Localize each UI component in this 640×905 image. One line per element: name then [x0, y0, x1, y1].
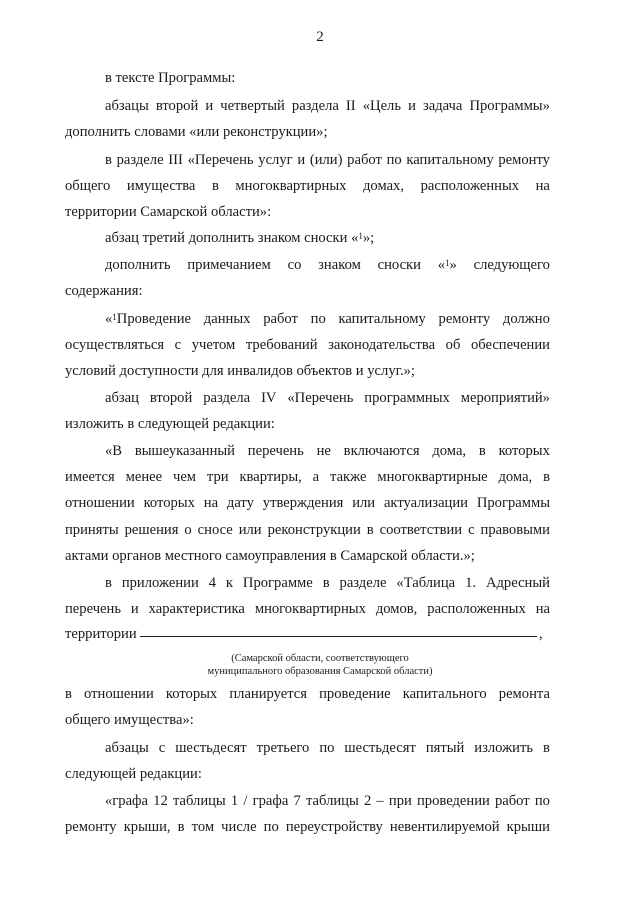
text-line: общего имущества в многоквартирных домах, расположенных на: [65, 178, 550, 194]
text-comma: ,: [539, 626, 543, 642]
caption-line: (Самарской области, соответствующего: [231, 653, 409, 664]
text-line: в тексте Программы:: [105, 70, 236, 86]
fill-in-blank-line: [140, 636, 537, 637]
footnote-mark: 1: [445, 258, 450, 268]
text-line: изложить в следующей редакции:: [65, 416, 275, 432]
text-line: условий доступности для инвалидов объектов и услуг.»;: [65, 363, 415, 379]
text-line: осуществляться с учетом требований законодательства об обеспечении: [65, 337, 550, 353]
text-line: перечень и характеристика многоквартирных домов, расположенных на: [65, 601, 550, 617]
text-line: дополнить примечанием со знаком сноски «$^1$» следующего: [105, 257, 550, 273]
text-line: в отношении которых планируется проведение капитального ремонта: [65, 686, 550, 702]
page-number: 2: [316, 29, 324, 45]
text-line: имеется менее чем три квартиры, а также многоквартирные дома, в: [65, 469, 550, 485]
text-line: следующей редакции:: [65, 766, 202, 782]
text-line: абзац второй раздела IV «Перечень программных мероприятий»: [105, 390, 550, 406]
footnote-mark: 1: [358, 231, 363, 241]
text-line: абзацы с шестьдесят третьего по шестьдесят пятый изложить в: [105, 740, 550, 756]
text-line: территории Самарской области»:: [65, 204, 272, 220]
text-line: «графа 12 таблицы 1 / графа 7 таблицы 2 – при проведении работ по: [105, 793, 550, 809]
text-line: актами органов местного самоуправления в Самарской области.»;: [65, 548, 475, 564]
text-line: дополнить словами «или реконструкции»;: [65, 124, 328, 140]
text-line: территории: [65, 626, 137, 642]
text-line: абзац третий дополнить знаком сноски «$^1$»;: [105, 230, 375, 246]
text-line: «$^1$Проведение данных работ по капитальному ремонту должно: [105, 311, 550, 327]
text-line: абзацы второй и четвертый раздела II «Цель и задача Программы»: [105, 98, 550, 114]
footnote-mark: 1: [112, 312, 117, 322]
text-line: отношении которых на дату утверждения или актуализации Программы: [65, 495, 550, 511]
text-line: в разделе III «Перечень услуг и (или) работ по капитальному ремонту: [105, 152, 550, 168]
text-line: ремонту крыши, в том числе по переустройству невентилируемой крыши: [65, 819, 550, 835]
caption-line: муниципального образования Самарской области): [207, 666, 433, 677]
text-line: общего имущества»:: [65, 712, 194, 728]
text-line: в приложении 4 к Программе в разделе «Таблица 1. Адресный: [105, 575, 550, 591]
text-line: содержания:: [65, 283, 143, 299]
text-line: приняты решения о сносе или реконструкции в соответствии с правовыми: [65, 522, 550, 538]
text-line: «В вышеуказанный перечень не включаются дома, в которых: [105, 443, 550, 459]
